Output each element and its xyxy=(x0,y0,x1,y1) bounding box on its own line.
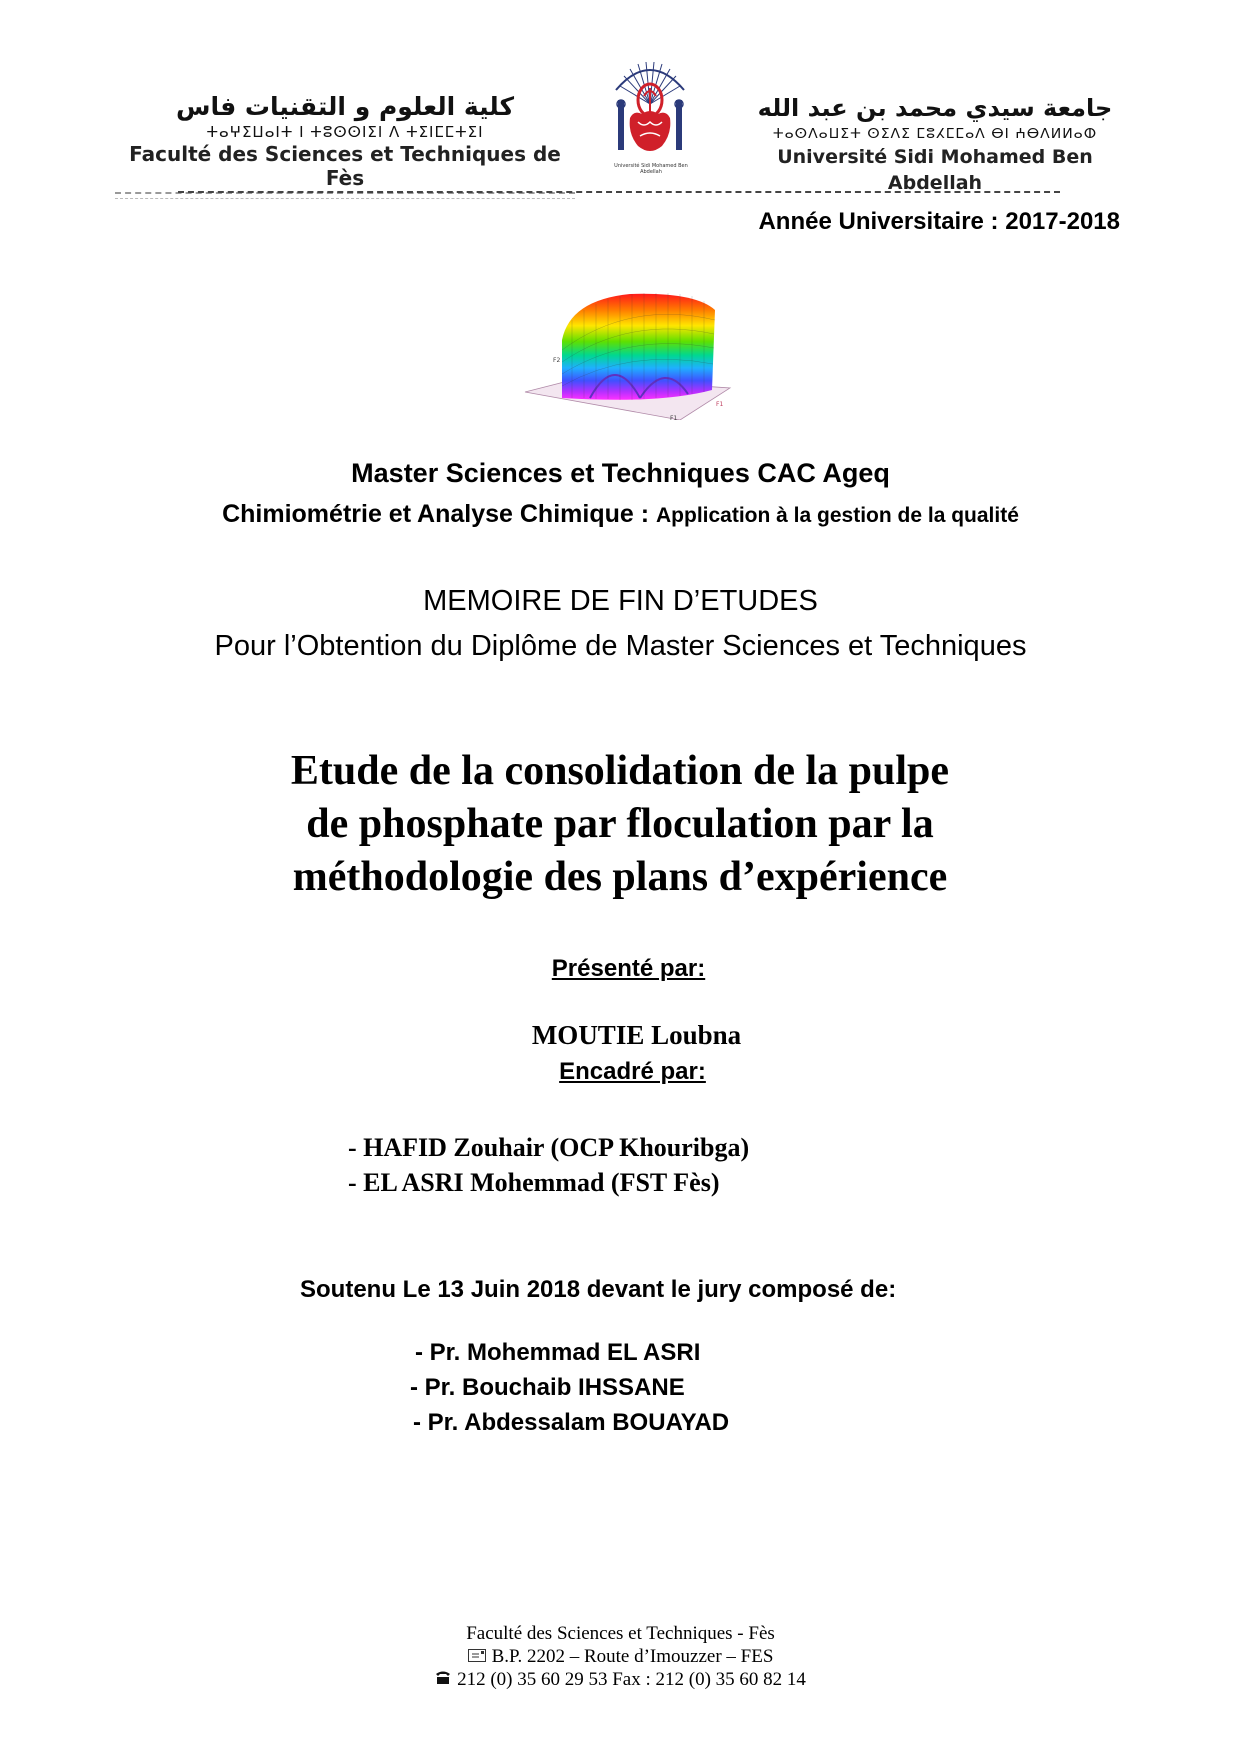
thesis-title-line: méthodologie des plans d’expérience xyxy=(292,854,948,900)
program-application: Application à la gestion de la qualité xyxy=(656,504,1019,527)
response-surface-plot-icon xyxy=(520,280,740,420)
faculty-name-tifinagh: ⵜⴰⵖⵉⵡⴰⵏⵜ ⵏ ⵜⵓⵙⵙⵏⵉⵏ ⴷ ⵜⵉⵏⵎⵎⵜⵉⵏ xyxy=(206,123,484,141)
axis-label-f2: F2 xyxy=(553,357,561,364)
footer-phone xyxy=(0,1668,1241,1691)
program-specialty: Chimiométrie et Analyse Chimique : xyxy=(222,500,650,528)
university-name-arabic: جامعة سيدي محمد بن عبد الله xyxy=(757,94,1113,122)
telephone-icon xyxy=(435,1668,451,1691)
jury-member: - Pr. Bouchaib IHSSANE xyxy=(410,1374,685,1401)
footer-phone-text: 212 (0) 35 60 29 53 Fax : 212 (0) 35 60 82 14 xyxy=(457,1669,806,1690)
response-surface-figure xyxy=(520,280,740,420)
memoire-subheading: Pour l’Obtention du Diplôme de Master Sciences et Techniques xyxy=(214,630,1027,662)
supervisor-item: - HAFID Zouhair (OCP Khouribga) xyxy=(348,1133,750,1162)
header-divider xyxy=(178,191,1060,193)
axis-label-f1-right: F1 xyxy=(716,401,724,408)
academic-year: Année Universitaire : 2017-2018 xyxy=(758,208,1120,235)
faculty-name-arabic: كلية العلوم و التقنيات فاس xyxy=(175,92,515,121)
thesis-title-line: de phosphate par floculation par la xyxy=(306,801,934,847)
university-crest-icon xyxy=(612,56,688,164)
faculty-name-french: Faculté des Sciences et Techniques de Fès xyxy=(129,142,561,190)
university-name-tifinagh: ⵜⴰⵙⴷⴰⵡⵉⵜ ⵙⵉⴷⵉ ⵎⵓⵃⵎⵎⴰⴷ ⴱⵏ ⵄⴱⴷⵍⵍⴰⵀ xyxy=(772,126,1098,142)
faculty-underline-decoration xyxy=(115,192,575,199)
jury-member: - Pr. Abdessalam BOUAYAD xyxy=(413,1409,730,1436)
supervised-by-label: Encadré par: xyxy=(559,1058,706,1085)
university-header xyxy=(735,92,1135,196)
program-title: Master Sciences et Techniques CAC Ageq xyxy=(351,458,890,488)
footer-address-text: B.P. 2202 – Route d’Imouzzer – FES xyxy=(491,1646,774,1667)
jury-member: - Pr. Mohemmad EL ASRI xyxy=(415,1339,701,1366)
defense-statement: Soutenu Le 13 Juin 2018 devant le jury composé de: xyxy=(300,1276,897,1303)
presented-by-label: Présenté par: xyxy=(551,955,706,982)
author-name: MOUTIE Loubna xyxy=(531,1020,742,1050)
envelope-icon xyxy=(468,1645,486,1668)
memoire-heading: MEMOIRE DE FIN D’ETUDES xyxy=(423,585,818,617)
thesis-title-line: Etude de la consolidation de la pulpe xyxy=(290,748,950,794)
university-logo xyxy=(612,56,688,178)
university-name-french: Université Sidi Mohamed Ben Abdellah xyxy=(777,146,1093,194)
footer-institution: Faculté des Sciences et Techniques - Fès xyxy=(466,1623,775,1644)
logo-caption: Université Sidi Mohamed Ben Abdellah xyxy=(614,163,688,175)
program-subtitle xyxy=(0,500,1241,529)
thesis-title xyxy=(160,745,1080,904)
supervisor-item: - EL ASRI Mohemmad (FST Fès) xyxy=(348,1168,720,1197)
footer-address xyxy=(0,1645,1241,1668)
faculty-header xyxy=(110,92,580,199)
axis-label-f1: F1 xyxy=(670,415,678,420)
